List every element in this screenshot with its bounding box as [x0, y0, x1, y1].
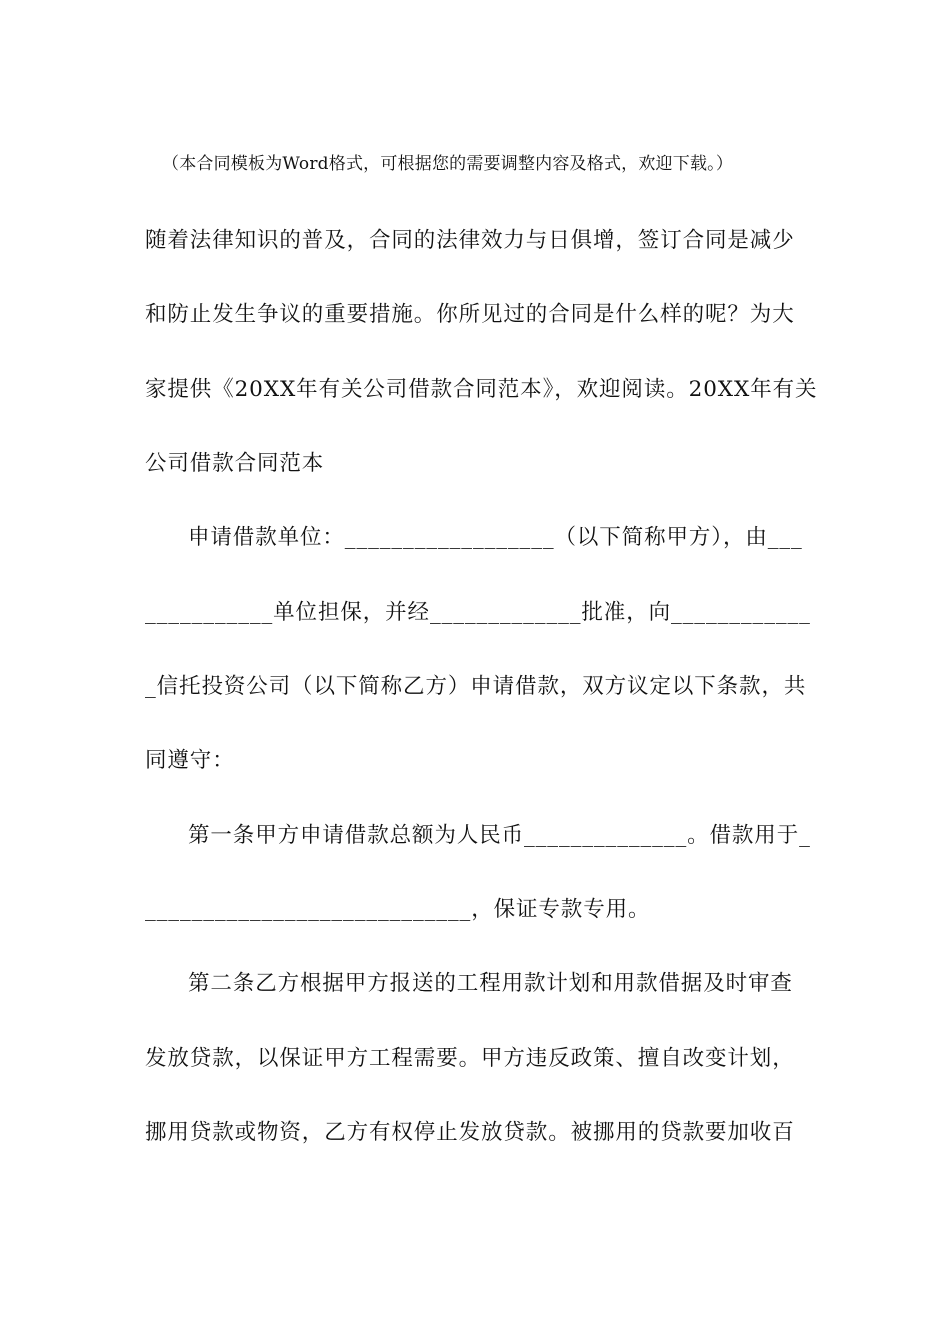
template-note: （本合同模板为Word格式，可根据您的需要调整内容及格式，欢迎下载。）: [162, 154, 734, 174]
article-2-line-3: 挪用贷款或物资，乙方有权停止发放贷款。被挪用的贷款要加收百: [145, 1120, 795, 1145]
article-2-line-1: 第二条乙方根据甲方报送的工程用款计划和用款借据及时审查: [188, 971, 793, 996]
applicant-line-1: 申请借款单位：__________________（以下简称甲方），由___: [188, 525, 803, 550]
intro-line-3: 家提供《20XX年有关公司借款合同范本》，欢迎阅读。20XX年有关: [145, 377, 818, 402]
applicant-line-2: ___________单位担保，并经_____________批准，向____________: [145, 600, 811, 625]
applicant-line-3: _信托投资公司（以下简称乙方）申请借款，双方议定以下条款，共: [145, 674, 807, 699]
intro-line-2: 和防止发生争议的重要措施。你所见过的合同是什么样的呢？为大: [145, 302, 795, 327]
article-2-line-2: 发放贷款，以保证甲方工程需要。甲方违反政策、擅自改变计划，: [145, 1046, 795, 1071]
intro-line-1: 随着法律知识的普及，合同的法律效力与日俱增，签订合同是减少: [145, 228, 795, 253]
doc-title-line: 公司借款合同范本: [145, 451, 325, 476]
article-1-line-2: ____________________________，保证专款专用。: [145, 897, 651, 922]
applicant-line-4: 同遵守：: [145, 748, 235, 773]
article-1-line-1: 第一条甲方申请借款总额为人民币______________。借款用于_: [188, 823, 811, 848]
